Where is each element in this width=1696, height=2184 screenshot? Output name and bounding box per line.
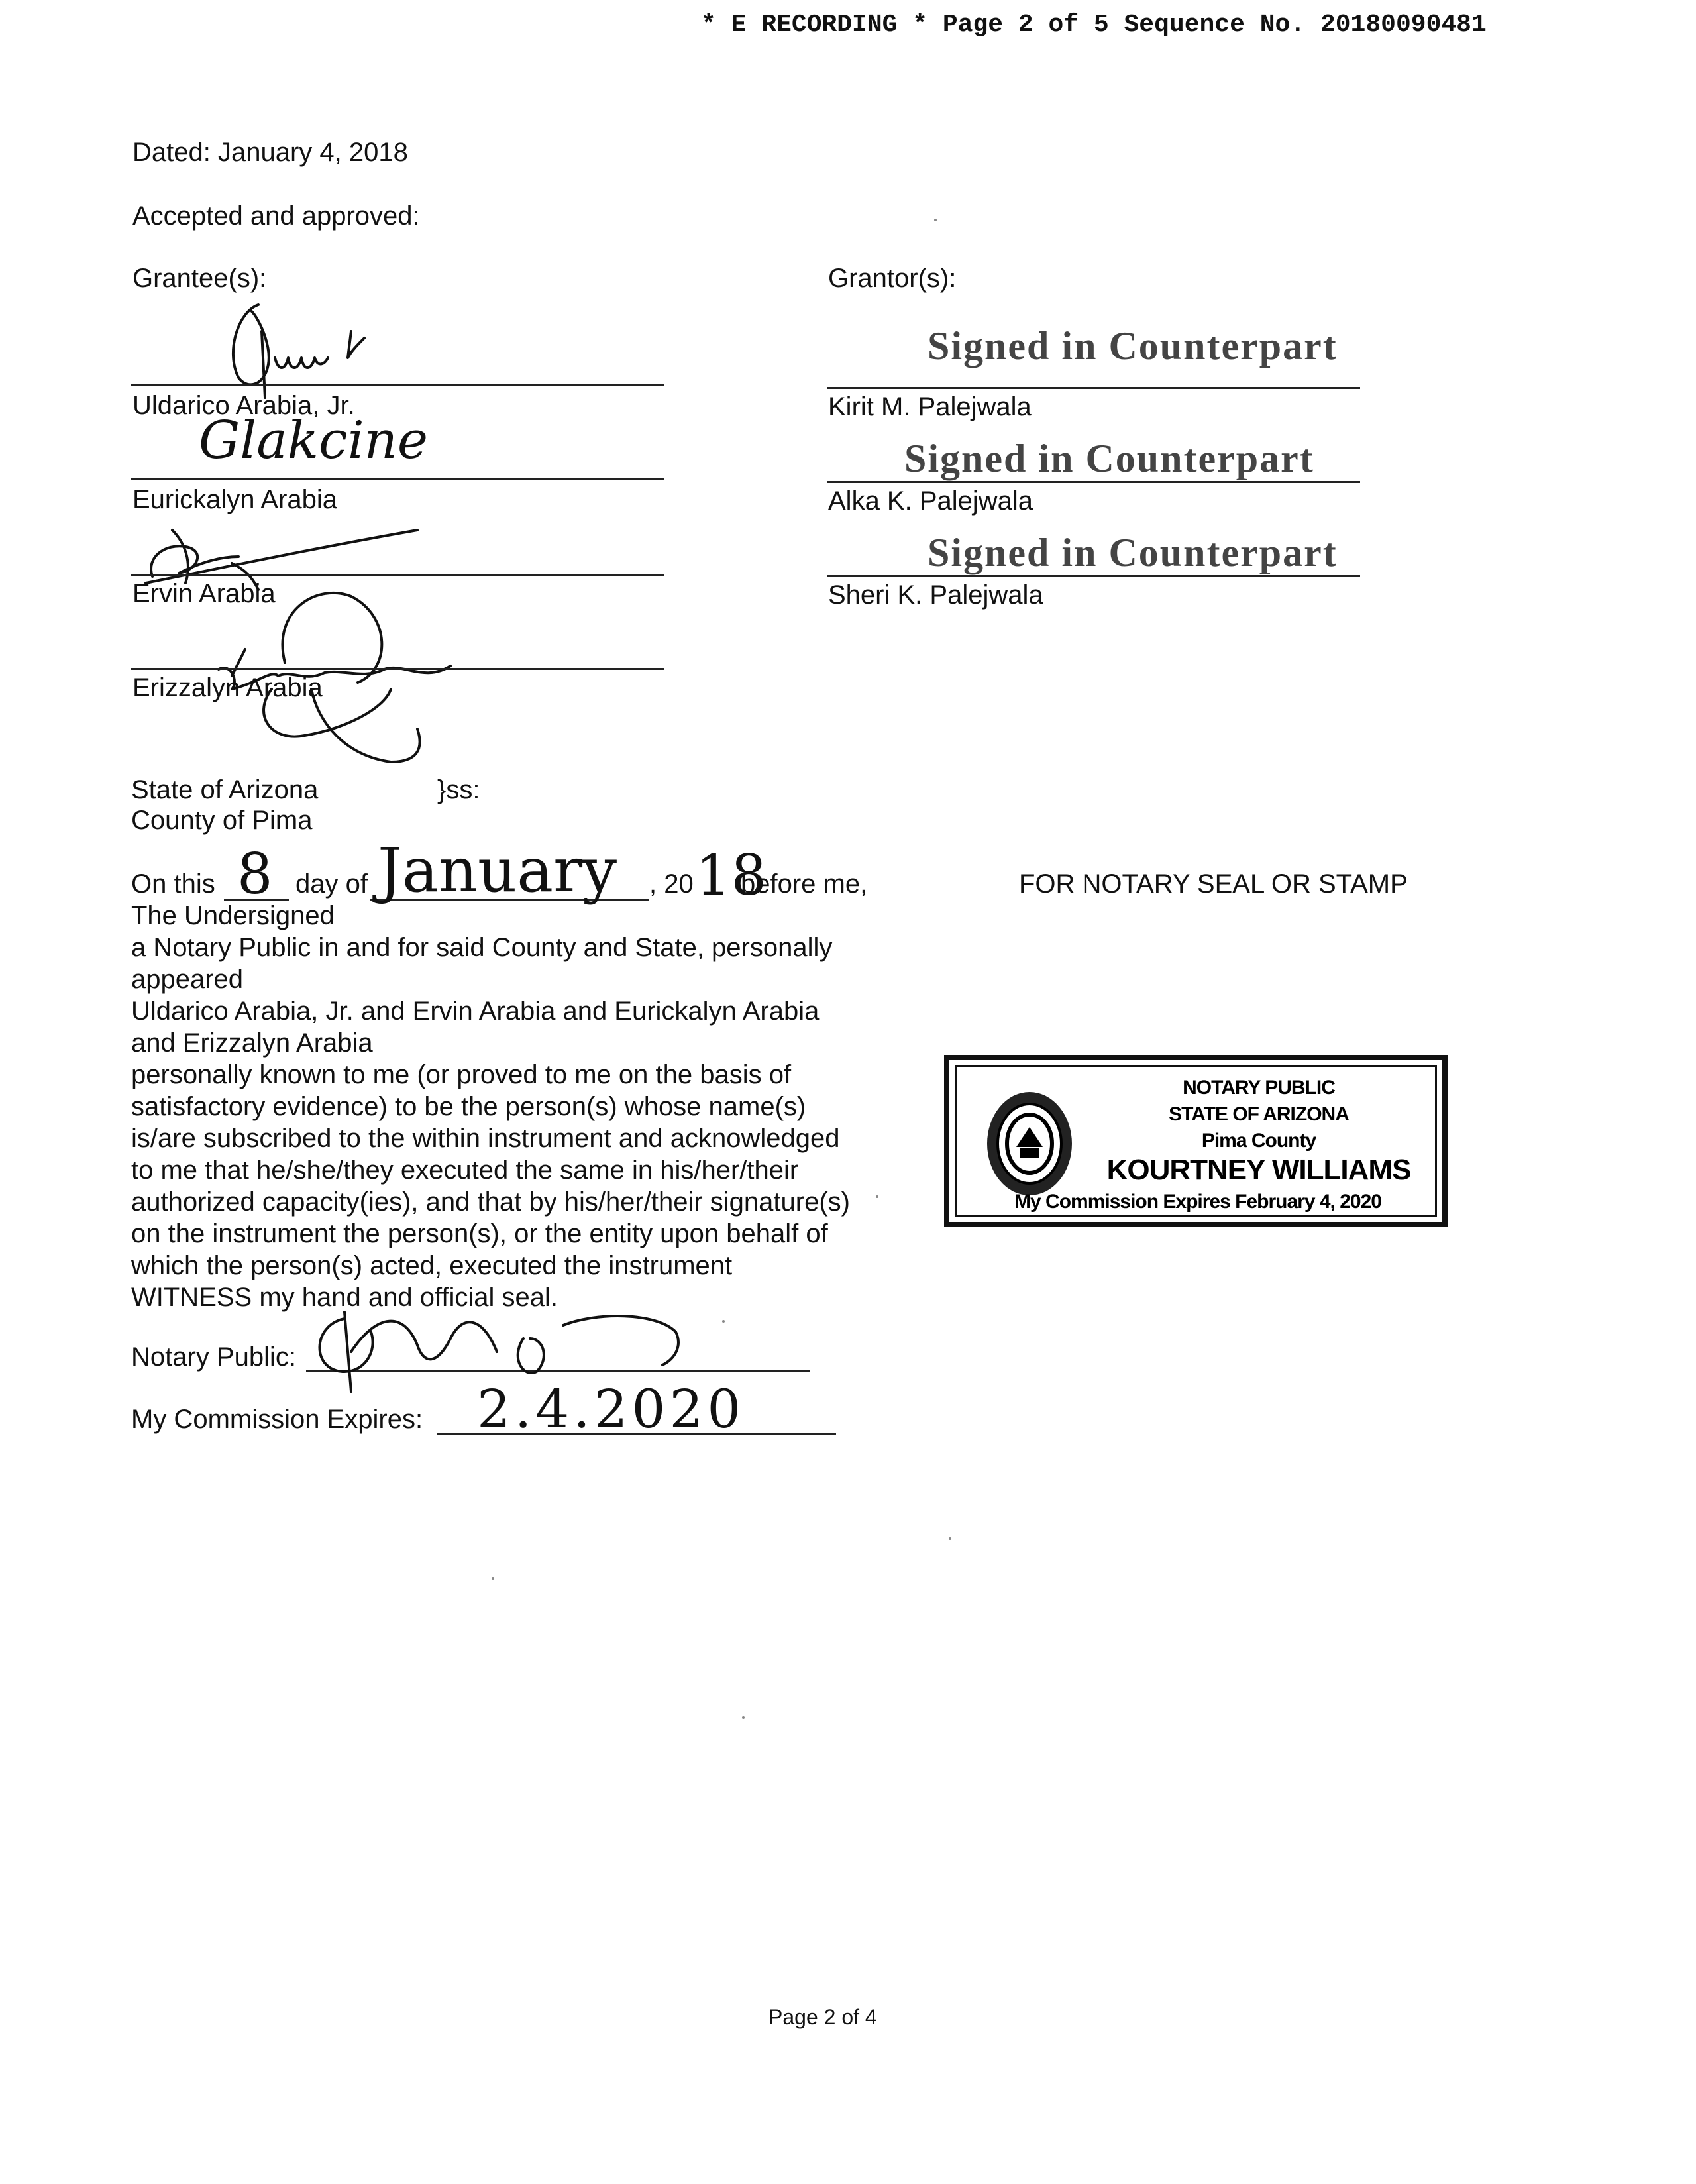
grantor-line-2	[827, 481, 1360, 483]
year-value: 18	[696, 843, 767, 908]
grantee-line-4	[131, 668, 664, 670]
dated-line: Dated: January 4, 2018	[132, 138, 408, 167]
ack-day-of: day of	[295, 869, 368, 899]
ack-year-prefix: , 20	[649, 869, 694, 899]
grantor-name-3: Sheri K. Palejwala	[828, 580, 1043, 610]
ack-line: appeared	[131, 965, 244, 994]
ack-line: satisfactory evidence) to be the person(s) whose name(s)	[131, 1092, 806, 1121]
stamp-line-2: STATE OF ARIZONA	[1169, 1103, 1349, 1125]
grantee-name-3: Ervin Arabia	[132, 579, 276, 608]
signature-eurickalyn: Glakcine	[199, 411, 429, 470]
ack-line: Uldarico Arabia, Jr. and Ervin Arabia and Eurickalyn Arabia	[131, 997, 820, 1026]
counterpart-stamp-1: Signed in Counterpart	[928, 324, 1338, 368]
ack-line: a Notary Public in and for said County and State, personally	[131, 933, 833, 962]
stamp-line-3: Pima County	[1201, 1130, 1316, 1152]
ack-line: The Undersigned	[131, 901, 335, 930]
ack-line: and Erizzalyn Arabia	[131, 1028, 373, 1058]
grantor-name-1: Kirit M. Palejwala	[828, 392, 1032, 421]
grantor-heading: Grantor(s):	[828, 264, 957, 293]
grantor-name-2: Alka K. Palejwala	[828, 486, 1034, 516]
commission-label: My Commission Expires:	[131, 1405, 423, 1434]
venue-state: State of Arizona	[131, 775, 319, 804]
arizona-seal-icon	[983, 1087, 1076, 1200]
notary-stamp	[944, 1055, 1448, 1227]
seal-heading: FOR NOTARY SEAL OR STAMP	[1019, 869, 1408, 899]
page-footer: Page 2 of 4	[768, 2005, 877, 2029]
counterpart-stamp-2: Signed in Counterpart	[904, 437, 1314, 480]
notary-signature	[305, 1299, 702, 1392]
grantee-line-1	[131, 384, 664, 386]
venue-ss: }ss:	[437, 775, 480, 804]
ack-line: to me that he/she/they executed the same in his/her/their	[131, 1156, 799, 1185]
signature-uldarico	[212, 292, 384, 404]
scan-speck	[492, 1577, 494, 1580]
ack-line: WITNESS my hand and official seal.	[131, 1283, 558, 1312]
month-value: January	[378, 835, 617, 906]
grantee-name-1: Uldarico Arabia, Jr.	[132, 391, 355, 420]
grantor-line-1	[827, 387, 1360, 389]
ack-line: which the person(s) acted, executed the instrument	[131, 1251, 733, 1280]
grantor-line-3	[827, 575, 1360, 577]
ack-line: on the instrument the person(s), or the entity upon behalf of	[131, 1219, 828, 1248]
scan-speck	[742, 1716, 745, 1719]
scan-speck	[722, 1320, 725, 1323]
day-value: 8	[237, 842, 273, 906]
counterpart-stamp-3: Signed in Counterpart	[928, 531, 1338, 574]
stamp-line-5: My Commission Expires February 4, 2020	[1014, 1191, 1381, 1213]
notary-public-label: Notary Public:	[131, 1342, 296, 1372]
grantee-line-2	[131, 478, 664, 480]
accepted-line: Accepted and approved:	[132, 201, 420, 231]
grantee-heading: Grantee(s):	[132, 264, 267, 293]
ack-line: personally known to me (or proved to me on the basis of	[131, 1060, 792, 1089]
recording-header: * E RECORDING * Page 2 of 5 Sequence No. 20180090481	[701, 11, 1487, 39]
grantee-name-2: Eurickalyn Arabia	[132, 485, 338, 514]
commission-value: 2.4.2020	[477, 1378, 745, 1440]
venue-county: County of Pima	[131, 806, 313, 835]
ack-line: authorized capacity(ies), and that by his/her/their signature(s)	[131, 1187, 850, 1217]
scan-speck	[934, 219, 937, 221]
stamp-line-1: NOTARY PUBLIC	[1183, 1077, 1335, 1099]
grantee-name-4: Erizzalyn Arabia	[132, 673, 323, 702]
ack-before-me: before me,	[741, 869, 868, 899]
scan-speck	[876, 1195, 878, 1198]
ack-line: is/are subscribed to the within instrument and acknowledged	[131, 1124, 840, 1153]
scan-speck	[949, 1537, 951, 1540]
ack-on-this: On this	[131, 869, 215, 899]
stamp-line-4: KOURTNEY WILLIAMS	[1106, 1154, 1411, 1186]
